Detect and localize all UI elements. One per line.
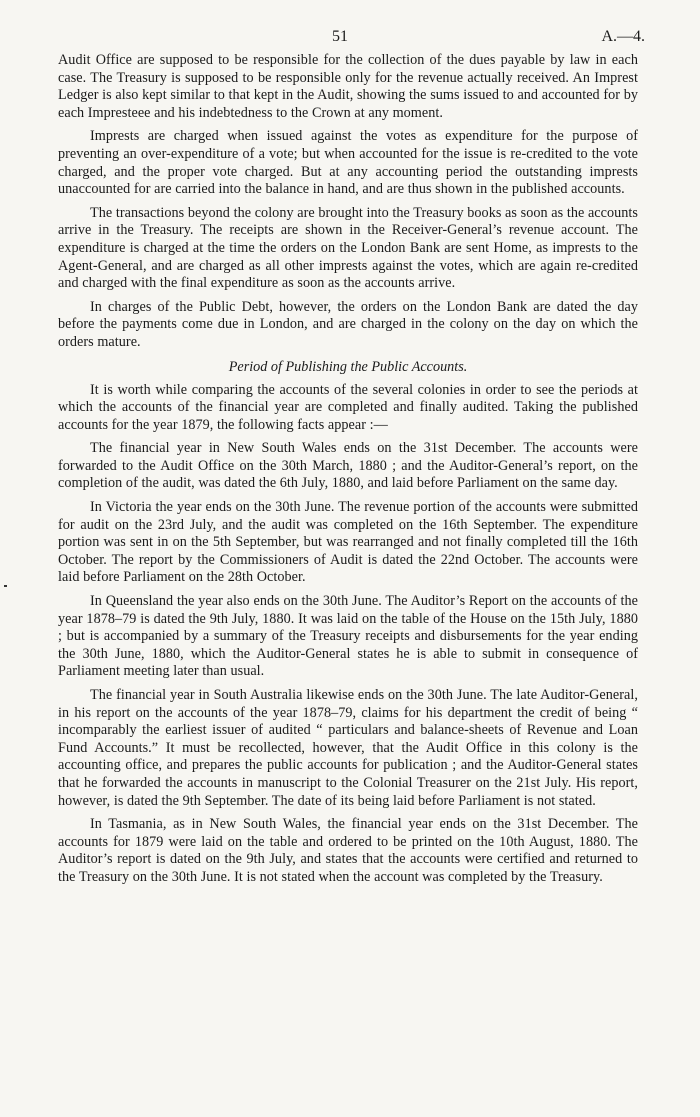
paragraph: Imprests are charged when issued against the votes as expenditure for the purpose of preventing an over-expenditure of a vote; but when accounted for the issue is re-credited to the vote charged, and the proper vote charged. But at any accounting period the outstanding imprests unaccounted for are carried into the balance in hand, and are thus shown in the published accounts. bbox=[58, 128, 638, 198]
paragraph: The transactions beyond the colony are brought into the Treasury books as soon as the accounts arrive in the Treasury. The receipts are shown in the Receiver-General’s revenue account. The expenditure is charged at the time the orders on the London Bank are sent Home, as imprests to the Agent-General, and are charged as all other imprests against the votes, which are again re-credited and charged with the final expenditure as soon as the accounts arrive. bbox=[58, 204, 638, 292]
margin-mark bbox=[4, 585, 7, 587]
document-code: A.—4. bbox=[601, 28, 645, 45]
document-page bbox=[58, 28, 645, 893]
paragraph: Audit Office are supposed to be responsible for the collection of the dues payable by law in each case. The Treasury is supposed to be responsible only for the revenue actually received. An Imprest Ledger is also kept similar to that kept in the Audit, showing the sums issued to and accounted for by each Impresteee and his indebtedness to the Crown at any moment. bbox=[58, 52, 638, 121]
paragraph: The financial year in New South Wales ends on the 31st December. The accounts were forwarded to the Audit Office on the 30th March, 1880 ; and the Auditor-General’s report, on the completion of the audit, was dated the 6th July, 1880, and laid before Parliament on the same day. bbox=[58, 440, 638, 492]
paragraph: In Queensland the year also ends on the 30th June. The Auditor’s Report on the accounts of the year 1878–79 is dated the 9th July, 1880. It was laid on the table of the House on the 15th July, 1880 ; but is accompanied by a summary of the Treasury receipts and disbursements for the year ending the 30th June, 1880, which the Auditor-General states he is able to submit in consequence of Parliament meeting later than usual. bbox=[58, 593, 638, 680]
page-number: 51 bbox=[332, 28, 348, 45]
paragraph: In Tasmania, as in New South Wales, the financial year ends on the 31st December. The accounts for 1879 were laid on the table and ordered to be printed on the 10th August, 1880. The Auditor’s report is dated on the 9th July, and states that the accounts were certified and returned to the Treasury on the 30th June. It is not stated when the account was completed by the Treasury. bbox=[58, 816, 638, 885]
paragraph: In Victoria the year ends on the 30th June. The revenue portion of the accounts were submitted for audit on the 23rd July, and the audit was completed on the 16th September. The expenditure portion was sent in on the 5th September, but was rearranged and not finally completed till the 16th October. The report by the Commissioners of Audit is dated the 22nd October. The accounts were laid before Parliament on the 28th October. bbox=[58, 499, 638, 586]
section-heading: Period of Publishing the Public Accounts. bbox=[228, 358, 468, 375]
paragraph: In charges of the Public Debt, however, the orders on the London Bank are dated the day before the payments come due in London, and are charged in the colony on the day on which the orders mature. bbox=[58, 298, 638, 350]
paragraph: The financial year in South Australia likewise ends on the 30th June. The late Auditor-General, in his report on the accounts of the year 1878–79, claims for his department the credit of being “ incomparably the earliest issuer of audited “ particulars and balance-sheets of Revenue and Loan Fund Accounts.” It must be recollected, however, that the Audit Office in this colony is the accounting office, and prepares the public accounts for publication ; and the Auditor-General states that he forwarded the accounts in manuscript to the Colonial Treasurer on the 21st July. His report, however, is dated the 9th September. The date of its being laid before Parliament is not stated. bbox=[58, 687, 638, 809]
page-header bbox=[58, 28, 645, 52]
paragraph: It is worth while comparing the accounts of the several colonies in order to see the periods at which the accounts of the financial year are completed and finally audited. Taking the published accounts for the year 1879, the following facts appear :— bbox=[58, 381, 638, 433]
body-text bbox=[58, 52, 638, 887]
